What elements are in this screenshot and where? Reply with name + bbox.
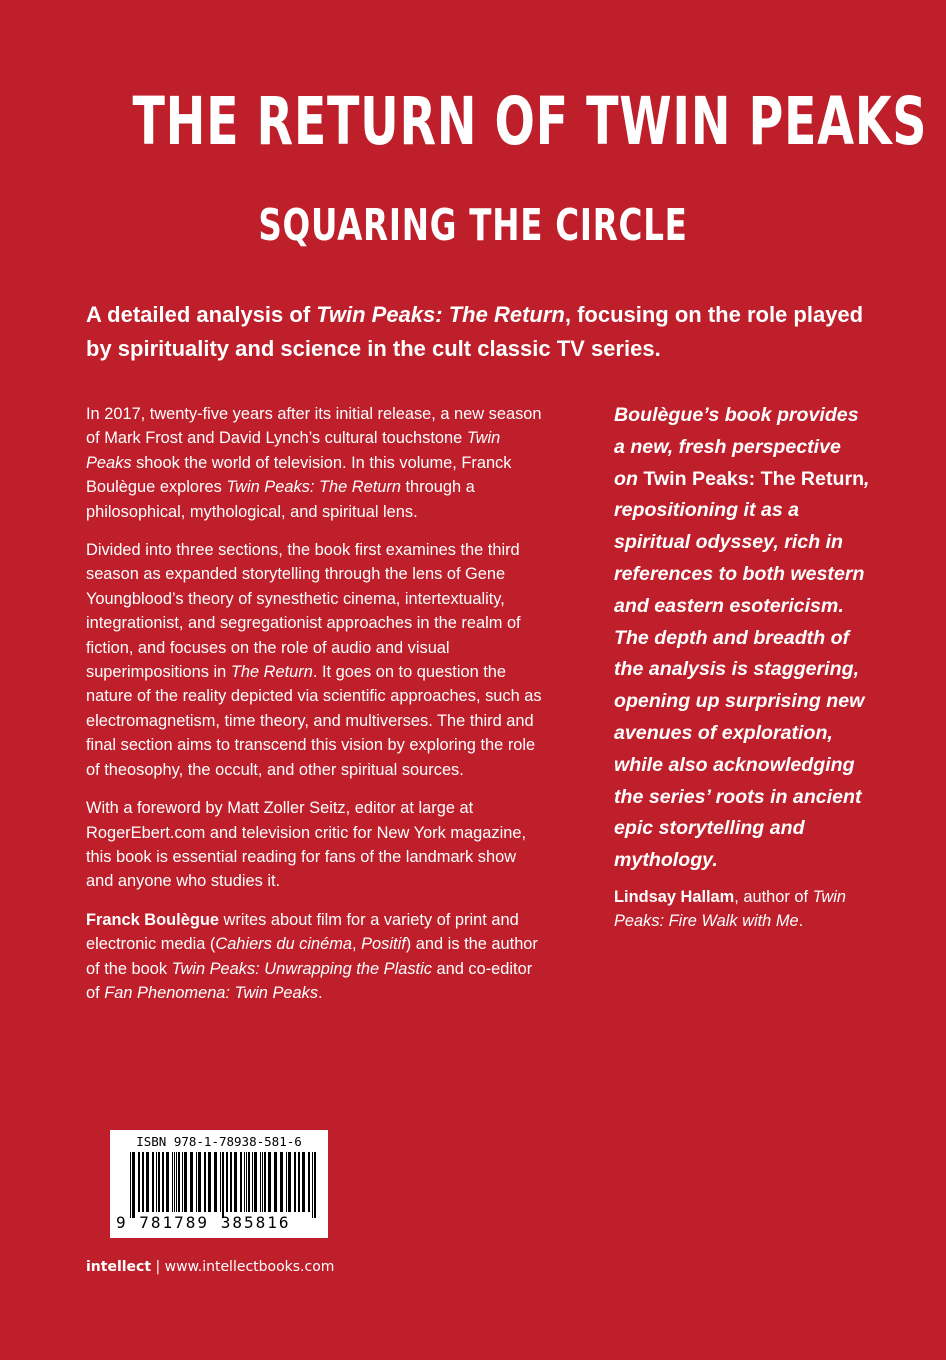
book-title: THE RETURN OF TWIN PEAKS: [132, 83, 928, 160]
barcode-bar: [314, 1152, 316, 1218]
barcode-bar: [198, 1152, 201, 1212]
barcode-bar: [172, 1152, 173, 1212]
review-column: [614, 400, 870, 934]
barcode-bar: [182, 1152, 183, 1212]
barcode-bar: [312, 1152, 313, 1218]
barcode-bar: [162, 1152, 164, 1212]
barcode-bar: [286, 1152, 287, 1212]
barcode-bar: [244, 1152, 245, 1212]
barcode-bar: [184, 1152, 187, 1212]
barcode-bar: [288, 1152, 291, 1212]
barcode-bar: [204, 1152, 206, 1212]
barcode-digits: 9 781789 385816: [116, 1213, 291, 1232]
barcode-bar: [190, 1152, 193, 1212]
author-bio: Franck Boulègue writes about film for a variety of print and electronic media (Cahiers du cinéma, Positif) and is the author of the book Twin Peaks: Unwrapping the Plastic and co-editor of Fan Phenomena: Twin Peaks.: [86, 910, 538, 1002]
barcode-bar: [308, 1152, 310, 1212]
review-quote: Boulègue’s book provides a new, fresh perspective on Twin Peaks: The Return, repositioning it as a spiritual odyssey, rich in references to both western and eastern esotericism. The depth and breadth of the analysis is staggering, opening up surprising new avenues of exploration, while also acknowledging the series’ roots in ancient epic storytelling and mythology.: [614, 404, 870, 872]
isbn-label: ISBN 978-1-78938-581-6: [136, 1134, 302, 1149]
author-name: Franck Boulègue: [86, 910, 219, 929]
barcode-bar: [174, 1152, 175, 1212]
review-attribution: Lindsay Hallam, author of Twin Peaks: Fire Walk with Me.: [614, 887, 847, 931]
barcode-bar: [226, 1152, 228, 1212]
barcode-bar: [254, 1152, 257, 1212]
barcode-bar: [268, 1152, 271, 1212]
barcode-bar: [248, 1152, 250, 1212]
publisher-website[interactable]: www.intellectbooks.com: [164, 1259, 335, 1275]
publisher-line: intellect | www.intellectbooks.com: [86, 1259, 335, 1275]
barcode-bar: [166, 1152, 169, 1212]
barcode-bar: [274, 1152, 277, 1212]
barcode-bar: [220, 1152, 221, 1212]
barcode-bar: [280, 1152, 283, 1212]
barcode-bar: [178, 1152, 180, 1212]
barcode-bar: [260, 1152, 261, 1212]
description-paragraph-1: In 2017, twenty-five years after its initial release, a new season of Mark Frost and David Lynch’s cultural touchstone Twin Peaks shook the world of television. In this volume, Franck Boulègue explores Twin Peaks: The Return through a philosophical, mythological, and spiritual lens.: [86, 405, 542, 521]
barcode-bar: [146, 1152, 149, 1212]
barcode-bar: [246, 1152, 247, 1212]
description-column: [86, 402, 546, 1019]
barcode-bar: [302, 1152, 305, 1212]
reviewer-name: Lindsay Hallam: [614, 887, 735, 906]
barcode-bar: [132, 1152, 135, 1218]
barcode-bar: [176, 1152, 177, 1212]
barcode-bar: [156, 1152, 157, 1212]
barcode-bar: [262, 1152, 263, 1212]
barcode-bar: [264, 1152, 266, 1212]
barcode-bar: [214, 1152, 217, 1212]
tagline: A detailed analysis of Twin Peaks: The Return, focusing on the role played by spirituality and science in the cult classic TV series.: [86, 302, 864, 361]
barcode-bar: [138, 1152, 140, 1212]
barcode-bar: [142, 1152, 144, 1212]
barcode-bar: [222, 1152, 224, 1218]
barcode-bar: [234, 1152, 237, 1212]
barcode-bar: [298, 1152, 300, 1212]
barcode-bar: [294, 1152, 296, 1212]
publisher-name: intellect: [86, 1259, 152, 1275]
barcode-bar: [252, 1152, 253, 1212]
description-paragraph-2: Divided into three sections, the book first examines the third season as expanded storytelling through the lens of Gene Youngblood’s theory of synesthetic cinema, intertextuality, integrationist, and segregationist approaches in the realm of fiction, and focuses on the role of audio and visual superimpositions in The Return. It goes on to question the nature of the reality depicted via scientific approaches, such as electromagnetism, time theory, and multiverses. The third and final section aims to transcend this vision by exploring the role of theosophy, the occult, and other spiritual sources.: [86, 541, 542, 779]
barcode-bar: [230, 1152, 232, 1212]
description-paragraph-3: With a foreword by Matt Zoller Seitz, editor at large at RogerEbert.com and television critic for New York magazine, this book is essential reading for fans of the landmark show and anyone who studies it.: [86, 799, 527, 891]
barcode-bar: [130, 1152, 131, 1218]
isbn-barcode: [110, 1130, 328, 1238]
barcode-bar: [208, 1152, 211, 1212]
barcode-bar: [152, 1152, 154, 1212]
barcode-bar: [240, 1152, 242, 1212]
book-subtitle: SQUARING THE CIRCLE: [258, 200, 688, 251]
barcode-bar: [196, 1152, 197, 1212]
barcode-bar: [158, 1152, 160, 1212]
